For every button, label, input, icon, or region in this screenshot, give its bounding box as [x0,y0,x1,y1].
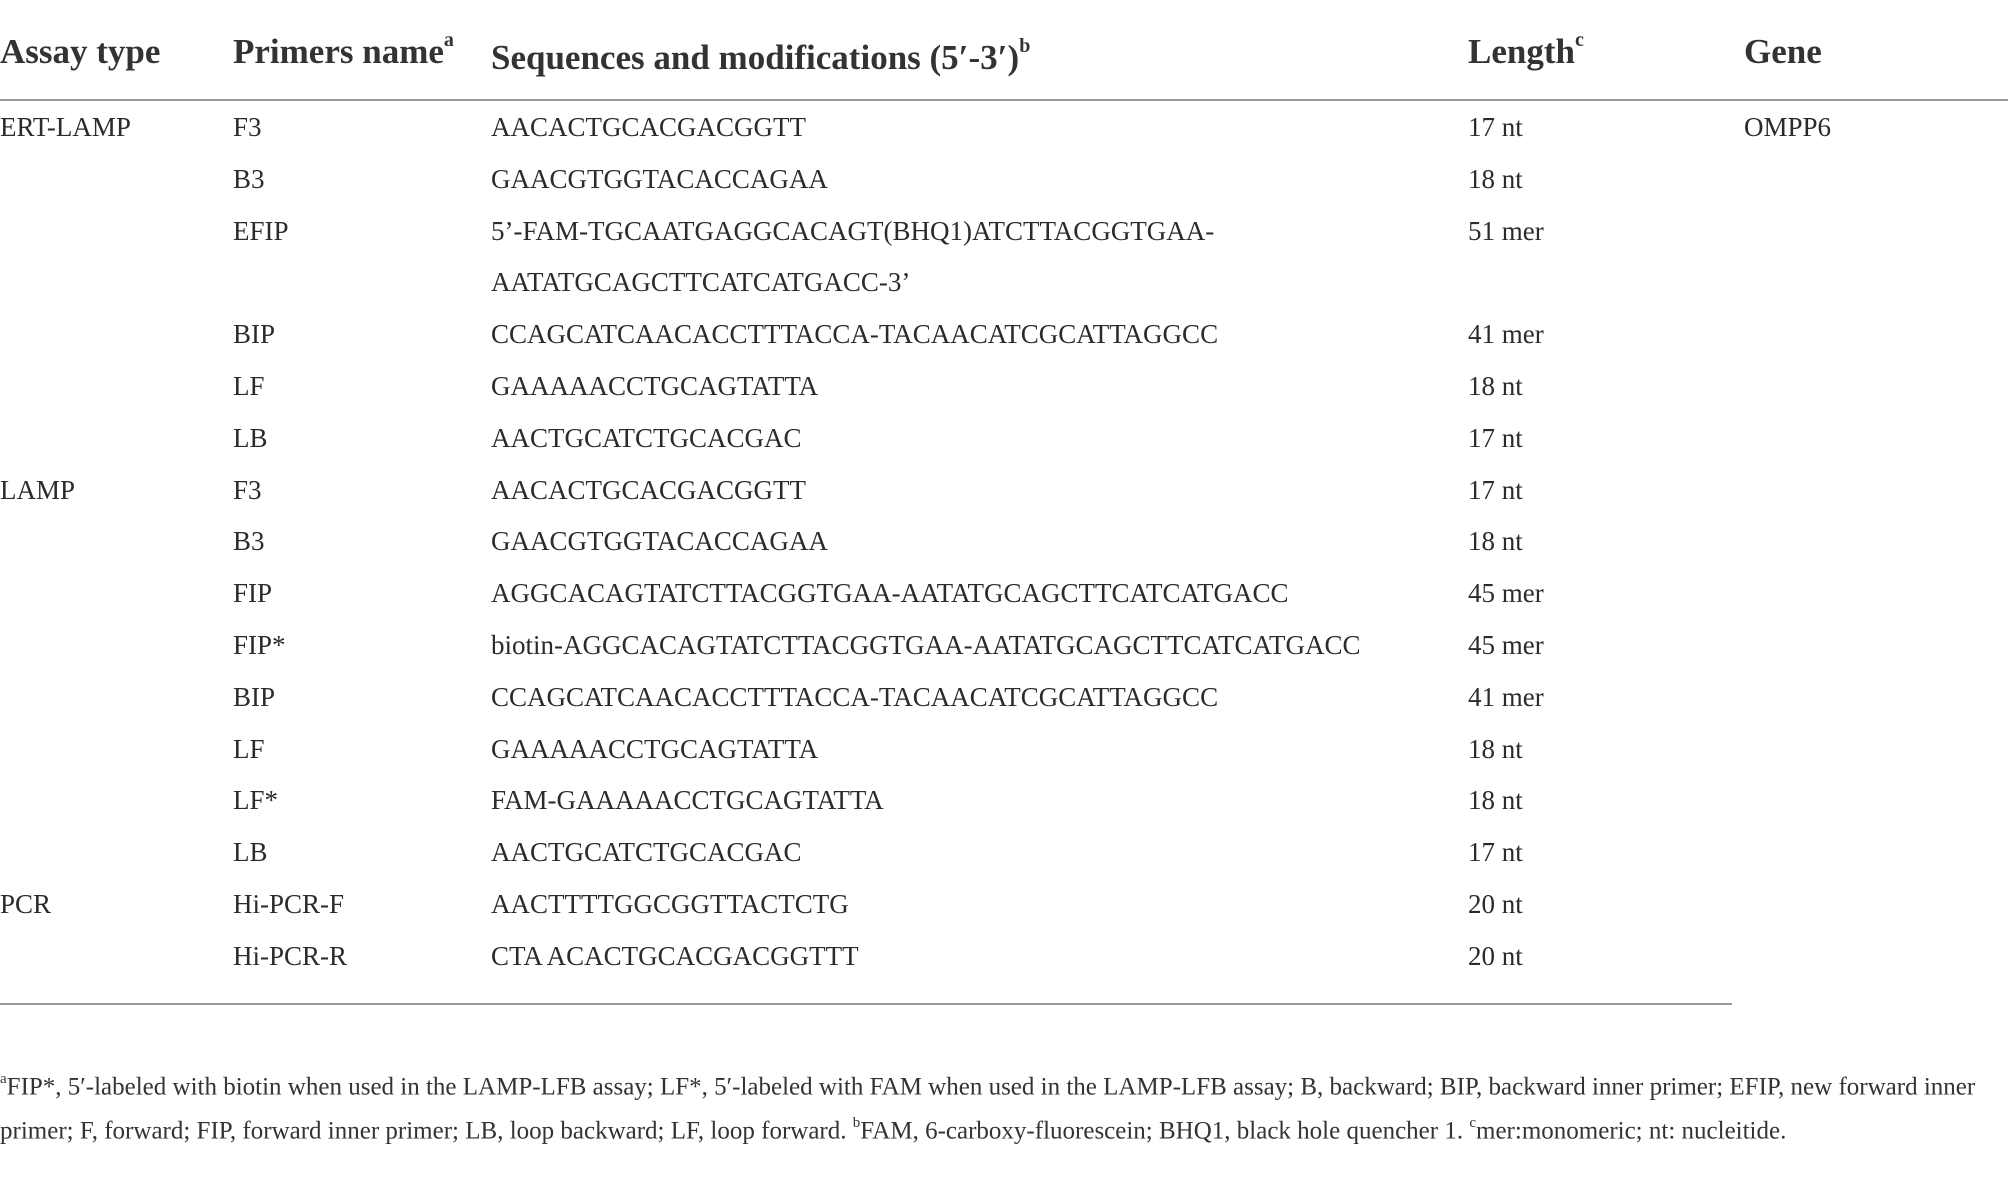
table-footnote [0,1062,1990,1151]
length-cell: 41 mer [1468,681,1544,712]
table-row [0,622,2008,674]
sequence-cell: AACACTGCACGACGGTT [491,112,807,142]
header-primers-name-label: Primers name [233,32,444,71]
table-row [0,777,2008,829]
table-row [0,829,2008,881]
footnote-b-marker: b [852,1115,861,1132]
sequence-cell: AACACTGCACGACGGTT [491,474,807,505]
primer-name-cell: Hi-PCR-R [233,940,348,971]
assay-type-cell: PCR [0,889,52,919]
sequence-cell: GAACGTGGTACACCAGAA [491,526,828,557]
length-cell: 17 nt [1468,474,1523,505]
sequence-cell: biotin-AGGCACAGTATCTTACGGTGAA-AATATGCAGCTTCATCATGACC [491,630,1361,660]
sequence-cell: FAM-GAAAAACCTGCAGTATTA [491,785,884,816]
length-cell: 18 nt [1468,163,1523,194]
table-row [0,518,2008,570]
length-cell: 18 nt [1468,526,1523,557]
header-primers-name [233,29,454,72]
primer-name-cell: F3 [233,112,262,142]
length-cell: 18 nt [1468,733,1523,764]
table-header [0,0,2008,100]
primer-name-cell: B3 [233,163,265,194]
sequence-cell: GAAAAACCTGCAGTATTA [491,371,819,401]
header-sequences [491,35,1031,78]
header-divider [0,99,2008,101]
length-cell: 45 mer [1468,578,1544,609]
sequence-cell: GAACGTGGTACACCAGAA [491,163,828,194]
primer-name-cell: LF* [233,785,279,816]
footnote-c-marker: c [1469,1115,1477,1132]
table-row [0,259,2008,311]
primer-name-cell: FIP* [233,630,286,660]
length-cell: 18 nt [1468,371,1523,401]
primer-name-cell: LF [233,733,265,764]
table-row [0,363,2008,415]
table-row [0,415,2008,467]
header-length-label: Length [1468,32,1575,71]
primer-name-cell: FIP [233,578,273,609]
table-row [0,156,2008,208]
length-cell: 17 nt [1468,837,1523,868]
sequence-cell: AGGCACAGTATCTTACGGTGAA-AATATGCAGCTTCATCATGACC [491,578,1289,609]
footnote-marker-a: a [443,29,454,52]
length-cell: 41 mer [1468,319,1544,350]
header-length [1468,29,1584,72]
table-row [0,208,2008,260]
sequence-cell: AACTGCATCTGCACGAC [491,422,802,453]
header-sequences-label: Sequences and modifications (5′-3′) [491,38,1020,77]
length-cell: 17 nt [1468,112,1523,142]
primer-name-cell: LB [233,422,268,453]
table-bottom-rule [0,1003,1732,1005]
primer-name-cell: LB [233,837,268,868]
table-row [0,311,2008,363]
table-row [0,104,2008,156]
length-cell: 51 mer [1468,215,1544,246]
footnote-marker-b: b [1019,35,1031,58]
sequence-cell: AACTTTTGGCGGTTACTCTG [491,889,849,919]
primer-name-cell: F3 [233,474,262,505]
primer-name-cell: BIP [233,681,276,712]
footnote-b-text: FAM, 6-carboxy-fluorescein; BHQ1, black hole quencher 1. [860,1117,1470,1145]
header-gene [1744,32,1822,72]
sequence-cell: AACTGCATCTGCACGAC [491,837,802,868]
footnote-a-text: FIP*, 5′-labeled with biotin when used in the LAMP-LFB assay; LF*, 5′-labeled with FAM when used in the LAMP-LFB assay; B, backward; BIP, backward inner primer; EFIP, new forward inner primer; F, forward; FIP, forward inner primer; LB, loop backward; LF, loop forward. [0,1073,1976,1145]
length-cell: 20 nt [1468,940,1523,971]
table-row [0,570,2008,622]
length-cell: 18 nt [1468,785,1523,816]
assay-type-cell: ERT-LAMP [0,112,131,142]
assay-type-cell: LAMP [0,474,76,505]
footnote-c-text: mer:monomeric; nt: nucleitide. [1476,1117,1787,1145]
table-row [0,881,2008,933]
sequence-cell: AATATGCAGCTTCATCATGACC-3’ [491,267,911,298]
primer-name-cell: LF [233,371,265,401]
header-gene-label: Gene [1744,32,1822,71]
header-assay-type-label: Assay type [0,32,161,71]
sequence-cell: CCAGCATCAACACCTTTACCA-TACAACATCGCATTAGGCC [491,681,1219,712]
footnote-a-marker: a [0,1071,7,1087]
length-cell: 17 nt [1468,422,1523,453]
header-assay-type [0,32,160,72]
length-cell: 45 mer [1468,630,1544,660]
sequence-cell: CCAGCATCAACACCTTTACCA-TACAACATCGCATTAGGCC [491,319,1219,350]
sequence-cell: GAAAAACCTGCAGTATTA [491,733,819,764]
sequence-cell: 5’-FAM-TGCAATGAGGCACAGT(BHQ1)ATCTTACGGTGAA- [491,215,1215,246]
primer-name-cell: Hi-PCR-F [233,889,345,919]
sequence-cell: CTA ACACTGCACGACGGTTT [491,940,859,971]
length-cell: 20 nt [1468,889,1523,919]
table-row [0,726,2008,778]
table-row [0,674,2008,726]
primer-name-cell: BIP [233,319,276,350]
primer-name-cell: EFIP [233,215,289,246]
table-row [0,933,2008,985]
footnote-marker-c: c [1574,29,1584,52]
table-row [0,467,2008,519]
primer-name-cell: B3 [233,526,265,557]
gene-cell: OMPP6 [1744,112,1832,142]
